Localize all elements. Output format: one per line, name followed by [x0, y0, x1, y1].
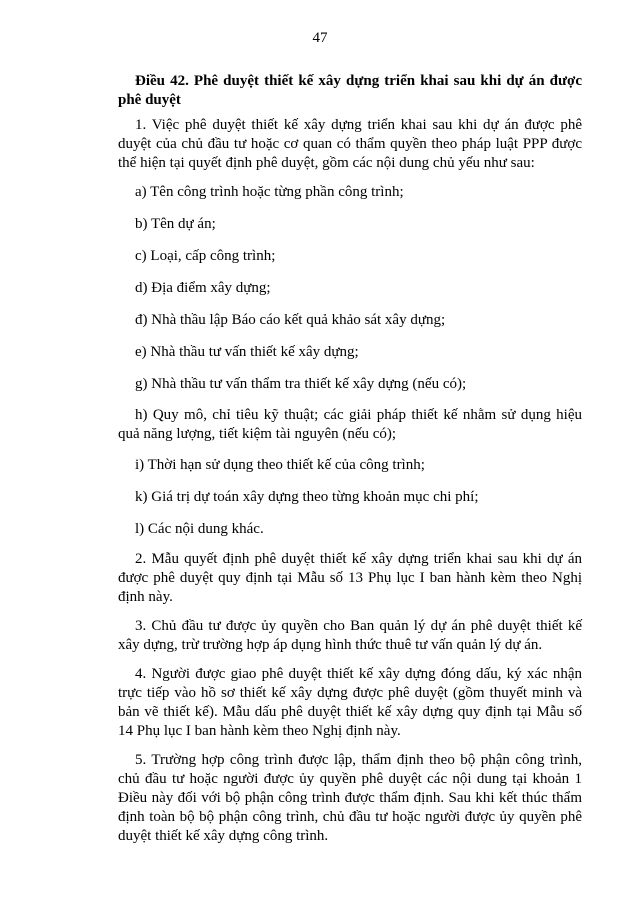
clause-1-item-l: l) Các nội dung khác.	[135, 521, 264, 537]
clause-1-item-a: a) Tên công trình hoặc từng phần công trình;	[135, 184, 404, 200]
clause-3: 3. Chủ đầu tư được ủy quyền cho Ban quản lý dự án phê duyệt thiết kế xây dựng, trừ trường hợp áp dụng hình thức thuê tư vấn quản lý dự án.	[118, 618, 582, 653]
clause-2: 2. Mẫu quyết định phê duyệt thiết kế xây dựng triển khai sau khi dự án được phê duyệt quy định tại Mẫu số 13 Phụ lục I ban hành kèm theo Nghị định này.	[118, 551, 582, 605]
clause-1-item-d: d) Địa điểm xây dựng;	[135, 280, 271, 296]
page-number: 47	[312, 30, 328, 46]
document-body	[118, 72, 582, 846]
clause-4: 4. Người được giao phê duyệt thiết kế xây dựng đóng dấu, ký xác nhận trực tiếp vào hồ sơ thiết kế xây dựng được phê duyệt (gồm thuyết minh và bản vẽ thiết kế). Mẫu dấu phê duyệt thiết kế xây dựng quy định tại Mẫu số 14 Phụ lục I ban hành kèm theo Nghị định này.	[118, 666, 582, 739]
clause-1-intro: 1. Việc phê duyệt thiết kế xây dựng triển khai sau khi dự án được phê duyệt của chủ đầu tư hoặc cơ quan có thẩm quyền theo pháp luật PPP được thể hiện tại quyết định phê duyệt, gồm các nội dung chủ yếu như sau:	[118, 117, 582, 171]
clause-5: 5. Trường hợp công trình được lập, thẩm định theo bộ phận công trình, chủ đầu tư hoặc người được ủy quyền phê duyệt các nội dung tại khoản 1 Điều này đối với bộ phận công trình được thẩm định. Sau khi kết thúc thẩm định toàn bộ bộ phận công trình, chủ đầu tư hoặc người được ủy quyền phê duyệt thiết kế xây dựng công trình.	[118, 752, 582, 844]
clause-1-item-e: e) Nhà thầu tư vấn thiết kế xây dựng;	[135, 344, 359, 360]
clause-1-item-c: c) Loại, cấp công trình;	[135, 248, 276, 264]
clause-1-item-b: b) Tên dự án;	[135, 216, 216, 232]
clause-1-item-g: g) Nhà thầu tư vấn thẩm tra thiết kế xây dựng (nếu có);	[135, 376, 467, 392]
clause-1-item-dd: đ) Nhà thầu lập Báo cáo kết quả khảo sát xây dựng;	[135, 312, 446, 328]
article-title: Điều 42. Phê duyệt thiết kế xây dựng triển khai sau khi dự án được phê duyệt	[118, 73, 582, 108]
clause-1-item-i: i) Thời hạn sử dụng theo thiết kế của công trình;	[135, 457, 425, 473]
clause-1-item-h: h) Quy mô, chỉ tiêu kỹ thuật; các giải pháp thiết kế nhằm sử dụng hiệu quả năng lượng, tiết kiệm tài nguyên (nếu có);	[118, 407, 582, 442]
clause-1-item-k: k) Giá trị dự toán xây dựng theo từng khoản mục chi phí;	[135, 489, 479, 505]
